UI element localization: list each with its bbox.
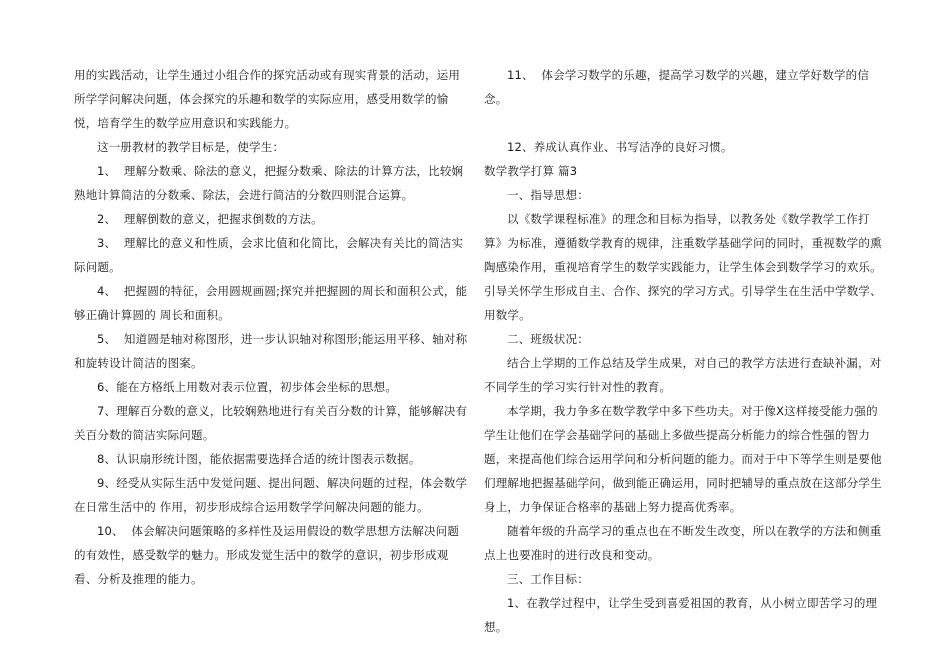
paragraph: 这一册教材的教学目标是，使学生： [97, 140, 285, 154]
paragraph: 用的实践活动，让学生通过小组合作的探究活动或有现实背景的活动，运用所学学问解决问题，体会探究的乐趣和数学的实际应用，感受用数学的愉悦，培育学生的数学应用意识和实践能力。 [74, 68, 461, 130]
paragraph: 数学教学打算 篇3 [484, 164, 578, 178]
paragraph: 以《数学课程标准》的理念和目标为指导，以教务处《数学教学工作打算》为标准，遵循数学教育的规律，注重数学基础学问的同时，重视数学的熏陶感染作用，重视培育学生的数学实践能力，让学生体会到数学学习的欢乐。引导关怀学生形成自主、合作、探究的学习方式。引导学生在生活中学数学、用数学。 [484, 212, 882, 322]
paragraph: 2、 理解倒数的意义，把握求倒数的方法。 [97, 212, 323, 226]
paragraph: 随着年级的升高学习的重点也在不断发生改变，所以在教学的方法和侧重点上也要准时的进行改良和变动。 [484, 524, 882, 562]
paragraph: 结合上学期的工作总结及学生成果，对自己的教学方法进行查缺补漏，对不同学生的学习实行针对性的教育。 [484, 356, 882, 394]
paragraph: 5、 知道圆是轴对称图形，进一步认识轴对称图形;能运用平移、轴对称和旋转设计简洁的图案。 [74, 332, 468, 370]
paragraph: 3、 理解比的意义和性质，会求比值和化简比，会解决有关比的简洁实际问题。 [74, 236, 464, 274]
paragraph: 三、工作目标： [507, 572, 589, 586]
paragraph: 10、 体会解决问题策略的多样性及运用假设的数学思想方法解决问题的有效性，感受数学的魅力。形成发觉生活中的数学的意识，初步形成观看、分析及推理的能力。 [74, 524, 460, 586]
paragraph-gap [484, 111, 884, 135]
right-column [484, 63, 884, 639]
paragraph: 7、理解百分数的意义，比较娴熟地进行有关百分数的计算，能够解决有关百分数的简洁实际问题。 [74, 404, 468, 442]
paragraph: 12、养成认真作业、书写洁净的良好习惯。 [507, 140, 733, 154]
paragraph: 9、经受从实际生活中发觉问题、提出问题、解决问题的过程，体会数学在日常生活中的 作用，初步形成综合运用数学学问解决问题的能力。 [74, 476, 468, 514]
paragraph: 4、 把握圆的特征，会用圆规画圆;探究并把握圆的周长和面积公式，能够正确计算圆的 周长和面积。 [74, 284, 468, 322]
paragraph: 二、班级状况： [507, 332, 589, 346]
paragraph: 本学期，我力争多在数学教学中多下些功夫。对于像X这样接受能力强的学生让他们在学会基础学问的基础上多做些提高分析能力的综合性强的智力题，来提高他们综合运用学问和分析问题的能力。而对于中下等学生则是要他们理解地把握基础学问，做到能正确运用，同时把辅导的重点放在这部分学生身上，力争保证合格率的基础上努力提高优秀率。 [484, 404, 882, 514]
left-column [74, 63, 470, 591]
paragraph: 11、 体会学习数学的乐趣，提高学习数学的兴趣，建立学好数学的信念。 [484, 68, 870, 106]
paragraph: 1、 理解分数乘、除法的意义，把握分数乘、除法的计算方法，比较娴熟地计算简洁的分数乘、除法，会进行简洁的分数四则混合运算。 [74, 164, 464, 202]
paragraph: 6、能在方格纸上用数对表示位置，初步体会坐标的思想。 [97, 380, 398, 394]
paragraph: 8、认识扇形统计图，能依据需要选择合适的统计图表示数据。 [97, 452, 421, 466]
paragraph: 一、指导思想： [507, 188, 589, 202]
paragraph: 1、在教学过程中，让学生受到喜爱祖国的教育，从小树立即苦学习的理想。 [484, 596, 878, 634]
